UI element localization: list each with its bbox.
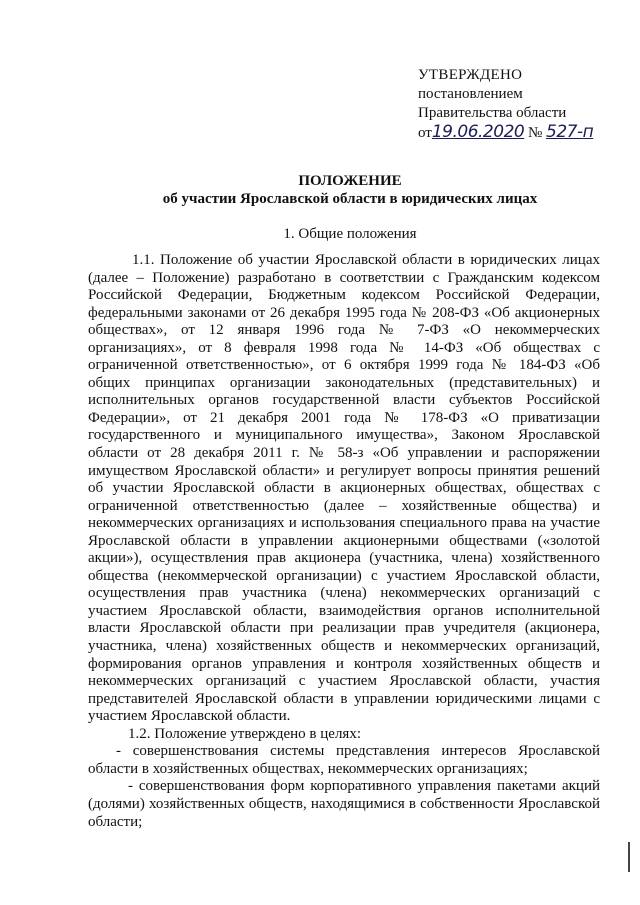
title-main: ПОЛОЖЕНИЕ xyxy=(298,173,402,189)
approval-title: УТВЕРЖДЕНО xyxy=(418,67,523,83)
list-item: - совершенствования системы представления интересов Ярославской области в хозяйственных обществах, некоммерческих организациях; xyxy=(88,743,600,777)
number-prefix: № xyxy=(527,125,543,141)
paragraph-1-1: 1.1. Положение об участии Ярославской области в юридических лицах (далее – Положение) разработано в соответствии с Гражданским кодексом Российской Федерации, Бюджетным кодексом Российской Федерации, федеральными законами от 26 декабря 1995 года № 208-ФЗ «Об акционерных обществах», от 12 января 1996 года № 7-ФЗ «О некоммерческих организациях», от 8 февраля 1998 года № 14-ФЗ «Об обществах с ограниченной ответственностью», от 6 октября 1999 года № 184-ФЗ «Об общих принципах организации законодательных (представительных) и исполнительных органов государственной власти субъектов Российской Федерации», от 21 декабря 2001 года № 178-ФЗ «О приватизации государственного и муниципального имущества», Законом Ярославской области от 28 декабря 2011 г. № 58-з «Об управлении и распоряжении имуществом Ярославской области» и регулирует вопросы принятия решений об участии Ярославской области в акционерных обществах, обществах с ограниченной ответственностью (далее – хозяйственные общества) и некоммерческих организациях и использования специального права на участие Ярославской области в управлении акционерными обществами («золотой акции»), осуществления прав акционера (участника, члена) хозяйственного общества (некоммерческой организации) с участием Ярославской области, осуществления прав участника (члена) некоммерческих организаций с участием Ярославской области, взаимодействия органов исполнительной власти Ярославской области при реализации прав учредителя (акционера, участника, члена) хозяйственных обществ и некоммерческих организаций, формирования органов управления и контроля хозяйственных обществ и некоммерческих организаций с участием Ярославской области, участия представителей Ярославской области в управлении юридическими лицами с участием Ярославской области. xyxy=(88,252,600,725)
approval-stamp xyxy=(418,66,623,143)
handwritten-date: 19.06.2020 xyxy=(431,122,525,142)
document-body xyxy=(88,252,600,831)
handwritten-number: 527-п xyxy=(546,122,594,142)
section-heading: 1. Общие положения xyxy=(283,226,417,242)
scan-artifact xyxy=(628,842,630,872)
date-prefix: от xyxy=(418,125,432,141)
title-subtitle: об участии Ярославской области в юридических лицах xyxy=(162,191,538,207)
document-title xyxy=(100,172,600,208)
approval-date-line xyxy=(418,123,623,143)
paragraph-1-2: 1.2. Положение утверждено в целях: xyxy=(128,725,361,742)
list-item: - совершенствования форм корпоративного управления пакетами акций (долями) хозяйственных обществ, находящимися в собственности Ярославской области; xyxy=(88,778,600,830)
approval-resolution: постановлением xyxy=(418,86,523,102)
approval-authority: Правительства области xyxy=(418,105,567,121)
